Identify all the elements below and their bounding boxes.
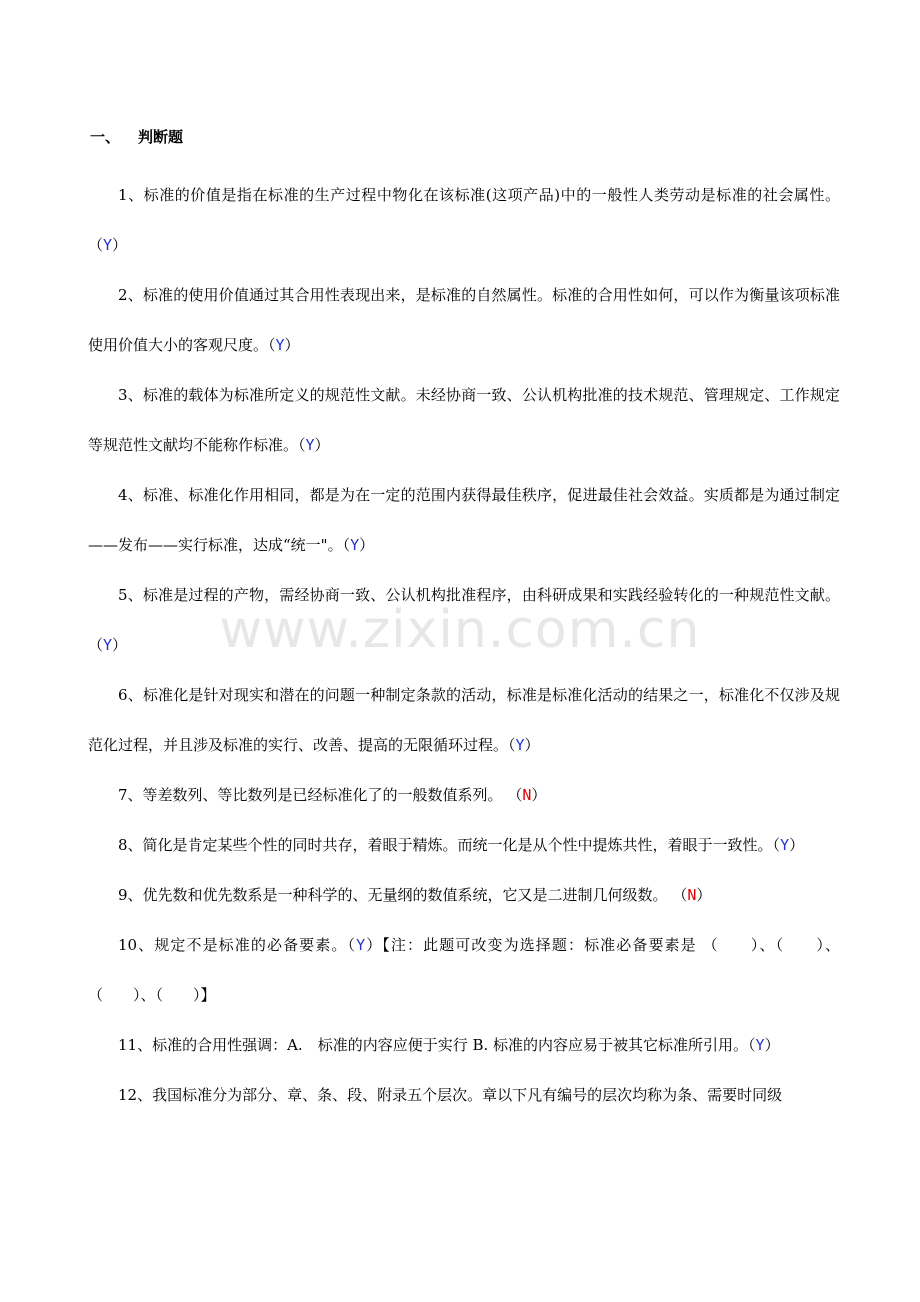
question-number: 12、 (118, 1086, 153, 1104)
question-item (88, 920, 840, 1020)
question-text: 标准的合用性强调：A. 标准的内容应便于实行 B. 标准的内容应易于被其它标准所引用。（ (152, 1036, 756, 1054)
question-item (88, 370, 840, 470)
question-text: 标准、标准化作用相同，都是为在一定的范围内获得最佳秩序，促进最佳社会效益。实质都是为通过制定——发布——实行标准，达成“统一"。（ (88, 486, 841, 554)
question-text: 我国标准分为部分、章、条、段、附录五个层次。章以下凡有编号的层次均称为条、需要时同级 (152, 1086, 783, 1104)
question-text: 标准的价值是指在标准的生产过程中物化在该标准(这项产品)中的一般性人类劳动是标准的社会属性。（ (88, 186, 840, 254)
question-item (88, 270, 840, 370)
question-item (88, 470, 840, 570)
question-number: 3、 (118, 386, 143, 404)
question-number: 5、 (118, 586, 143, 604)
question-item (88, 1020, 840, 1070)
answer-mark: Y (305, 436, 315, 454)
question-text: 标准化是针对现实和潜在的问题一种制定条款的活动，标准是标准化活动的结果之一，标准化不仅涉及规范化过程，并且涉及标准的实行、改善、提高的无限循环过程。（ (88, 686, 841, 754)
question-item (88, 570, 840, 670)
question-item (88, 1070, 840, 1120)
question-number: 4、 (118, 486, 143, 504)
question-tail: ） (764, 1036, 780, 1054)
question-number: 8、 (118, 836, 143, 854)
question-item (88, 820, 840, 870)
answer-mark: Y (515, 736, 525, 754)
question-item (88, 770, 840, 820)
question-tail: ） (112, 636, 128, 654)
answer-mark: Y (350, 536, 360, 554)
question-text: 规定不是标准的必备要素。（ (154, 936, 357, 954)
answer-mark: Y (780, 836, 790, 854)
answer-mark: Y (356, 936, 366, 954)
question-tail: ） (284, 336, 300, 354)
question-tail: ） (531, 786, 547, 804)
question-number: 11、 (118, 1036, 153, 1054)
question-tail: ） (359, 536, 375, 554)
section-heading (90, 126, 183, 147)
question-number: 1、 (118, 186, 144, 204)
question-item (88, 170, 840, 270)
section-title: 判断题 (138, 128, 184, 146)
answer-mark: Y (275, 336, 285, 354)
question-tail: ） (696, 886, 712, 904)
question-item (88, 670, 840, 770)
answer-mark: Y (103, 236, 113, 254)
question-tail: ） (524, 736, 540, 754)
question-text: 等差数列、等比数列是已经标准化了的一般数值系列。 （ (142, 786, 523, 804)
question-tail: ） (112, 236, 128, 254)
answer-mark: N (522, 786, 532, 804)
question-tail: ） (789, 836, 805, 854)
question-text: 标准的使用价值通过其合用性表现出来，是标准的自然属性。标准的合用性如何，可以作为衡量该项标准使用价值大小的客观尺度。（ (88, 286, 841, 354)
question-tail: ） (314, 436, 330, 454)
answer-mark: N (687, 886, 697, 904)
question-number: 6、 (118, 686, 143, 704)
question-text: 标准的载体为标准所定义的规范性文献。未经协商一致、公认机构批准的技术规范、管理规定、工作规定等规范性文献均不能称作标准。（ (88, 386, 841, 454)
question-text: 优先数和优先数系是一种科学的、无量纲的数值系统，它又是二进制几何级数。 （ (142, 886, 688, 904)
question-text: 简化是肯定某些个性的同时共存，着眼于精炼。而统一化是从个性中提炼共性，着眼于一致性。（ (142, 836, 781, 854)
watermark: www.zixin.com.cn (219, 600, 701, 660)
answer-mark: Y (755, 1036, 765, 1054)
question-item (88, 870, 840, 920)
question-text: 标准是过程的产物，需经协商一致、公认机构批准程序，由科研成果和实践经验转化的一种规范性文献。（ (88, 586, 841, 654)
question-number: 9、 (118, 886, 143, 904)
question-number: 2、 (118, 286, 143, 304)
section-number: 一、 (90, 128, 121, 146)
question-number: 10、 (118, 936, 155, 954)
question-tail: ）【注：此题可改变为选择题：标准必备要素是 （ ）、（ ）、（ ）、（ ）】 (88, 936, 840, 1004)
question-number: 7、 (118, 786, 143, 804)
answer-mark: Y (103, 636, 113, 654)
question-list (88, 170, 840, 1120)
